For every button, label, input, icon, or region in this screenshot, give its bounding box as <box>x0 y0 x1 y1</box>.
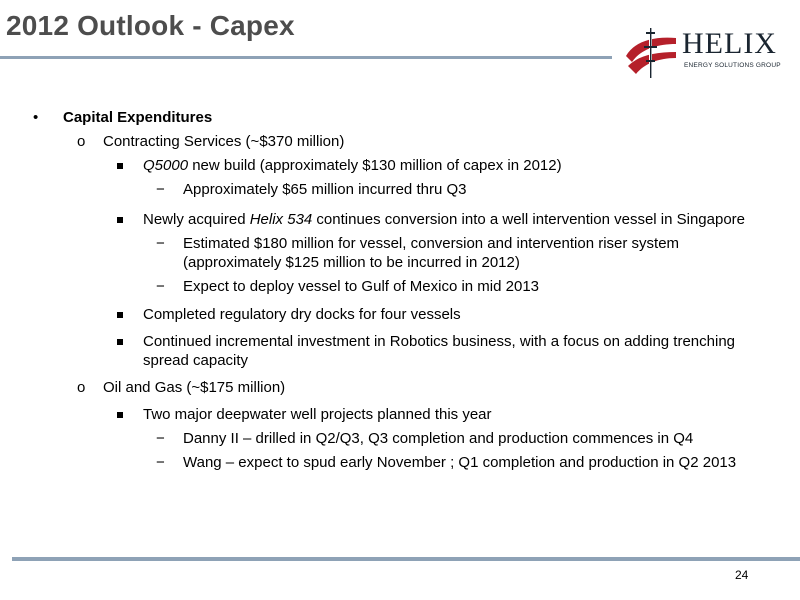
helix-logo <box>622 22 794 82</box>
dash-marker: − <box>156 454 165 471</box>
logo-subtitle: ENERGY SOLUTIONS GROUP <box>684 62 781 69</box>
dash-marker: − <box>156 278 165 295</box>
title-rule <box>0 56 612 59</box>
q5000-sub1: Approximately $65 million incurred thru Q3 <box>183 181 467 198</box>
robotics-line1: Continued incremental investment in Robotics business, with a focus on adding trenching <box>143 333 736 350</box>
helix534-name: Helix 534 <box>249 211 313 228</box>
dash-marker: − <box>156 235 165 252</box>
bullet-marker-l1: • <box>33 109 39 126</box>
bullet-marker-l2: o <box>77 133 86 150</box>
logo-wordmark: HELIX <box>682 27 777 60</box>
contracting-services: Contracting Services (~$370 million) <box>103 133 345 150</box>
q5000-name: Q5000 <box>143 157 189 174</box>
helix534-sub2: Expect to deploy vessel to Gulf of Mexico in mid 2013 <box>183 278 540 295</box>
helix534-sub1-line1: Estimated $180 million for vessel, conversion and intervention riser system <box>183 235 680 252</box>
helix534-post: continues conversion into a well intervention vessel in Singapore <box>312 211 746 228</box>
bullet-square-icon <box>117 405 123 424</box>
page-number: 24 <box>735 568 749 582</box>
robotics-line2: spread capacity <box>143 352 249 369</box>
bullet-marker-l2: o <box>77 379 86 396</box>
bullet-square-icon <box>117 332 123 351</box>
drydocks-item: Completed regulatory dry docks for four vessels <box>143 306 461 323</box>
dash-marker: − <box>156 181 165 198</box>
q5000-item <box>143 156 562 175</box>
bullet-square-icon <box>117 210 123 229</box>
helix534-pre: Newly acquired <box>143 211 250 228</box>
oil-and-gas: Oil and Gas (~$175 million) <box>103 379 286 396</box>
danny-item: Danny II – drilled in Q2/Q3, Q3 completion and production commences in Q4 <box>183 430 694 447</box>
helix534-sub1-line2: (approximately $125 million to be incurred in 2012) <box>183 254 520 271</box>
bullet-square-icon <box>117 305 123 324</box>
footer-rule <box>12 557 800 561</box>
capex-heading: Capital Expenditures <box>63 109 213 126</box>
wang-item: Wang – expect to spud early November ; Q1 completion and production in Q2 2013 <box>183 454 737 471</box>
helix-logo-mark-icon <box>622 22 682 82</box>
slide-title: 2012 Outlook - Capex <box>6 10 295 41</box>
dash-marker: − <box>156 430 165 447</box>
bullet-square-icon <box>117 156 123 175</box>
helix534-item <box>143 210 745 229</box>
deepwater-item: Two major deepwater well projects planned this year <box>143 406 492 423</box>
q5000-rest: new build (approximately $130 million of capex in 2012) <box>188 157 562 174</box>
